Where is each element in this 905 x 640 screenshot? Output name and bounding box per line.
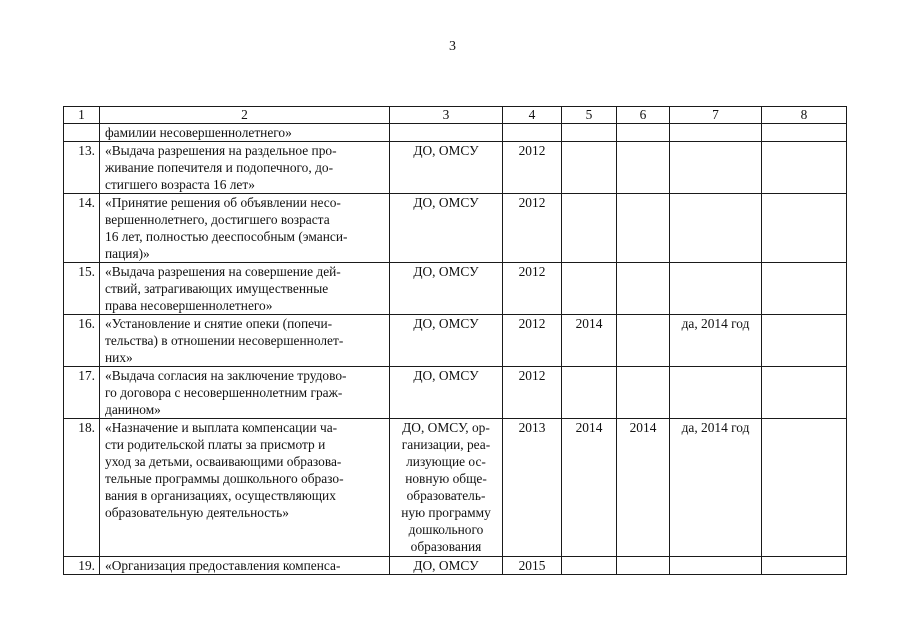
col5-cell bbox=[562, 263, 617, 315]
col6-cell bbox=[617, 367, 670, 419]
col4-cell bbox=[503, 124, 562, 142]
col4-cell: 2012 bbox=[503, 263, 562, 315]
executor-cell: ДО, ОМСУ bbox=[390, 367, 503, 419]
executor-cell: ДО, ОМСУ bbox=[390, 315, 503, 367]
col6-cell bbox=[617, 263, 670, 315]
col5-cell bbox=[562, 124, 617, 142]
col7-cell bbox=[670, 124, 762, 142]
row-number: 18. bbox=[64, 419, 100, 557]
col5-cell bbox=[562, 557, 617, 575]
table-row bbox=[64, 367, 847, 419]
table-row bbox=[64, 419, 847, 557]
table-row bbox=[64, 557, 847, 575]
services-table bbox=[63, 106, 847, 575]
col7-cell: да, 2014 год bbox=[670, 315, 762, 367]
executor-cell: ДО, ОМСУ bbox=[390, 194, 503, 263]
service-name: «Принятие решения об объявлении несо- вершеннолетнего, достигшего возраста 16 лет, полностью дееспособным (эманси- пация)» bbox=[100, 194, 390, 263]
col8-cell bbox=[762, 124, 847, 142]
table-row bbox=[64, 194, 847, 263]
service-name: «Организация предоставления компенса- bbox=[100, 557, 390, 575]
col6-cell bbox=[617, 315, 670, 367]
header-cell: 3 bbox=[390, 107, 503, 124]
col5-cell bbox=[562, 142, 617, 194]
service-name: «Выдача разрешения на раздельное про- живание попечителя и подопечного, до- стигшего возраста 16 лет» bbox=[100, 142, 390, 194]
page-number: 3 bbox=[449, 39, 456, 54]
table-row bbox=[64, 315, 847, 367]
col7-cell bbox=[670, 367, 762, 419]
service-name: «Назначение и выплата компенсации ча- сти родительской платы за присмотр и уход за детьми, осваивающими образова- тельные программы дошкольного образо- вания в организациях, осуществляющих образовательную деятельность» bbox=[100, 419, 390, 557]
header-cell: 6 bbox=[617, 107, 670, 124]
table-row bbox=[64, 263, 847, 315]
executor-cell: ДО, ОМСУ bbox=[390, 557, 503, 575]
service-name: «Установление и снятие опеки (попечи- тельства) в отношении несовершеннолет- них» bbox=[100, 315, 390, 367]
col7-cell bbox=[670, 142, 762, 194]
col8-cell bbox=[762, 419, 847, 557]
row-number: 15. bbox=[64, 263, 100, 315]
service-name: «Выдача согласия на заключение трудово- го договора с несовершеннолетним граж- данином» bbox=[100, 367, 390, 419]
col4-cell: 2012 bbox=[503, 367, 562, 419]
executor-cell: ДО, ОМСУ, ор- ганизации, реа- лизующие ос- новную обще- образователь- ную программу дошкольного образования bbox=[390, 419, 503, 557]
row-number: 17. bbox=[64, 367, 100, 419]
col4-cell: 2013 bbox=[503, 419, 562, 557]
col8-cell bbox=[762, 367, 847, 419]
col7-cell bbox=[670, 557, 762, 575]
service-name: «Выдача разрешения на совершение дей- ствий, затрагивающих имущественные права несовершеннолетнего» bbox=[100, 263, 390, 315]
col8-cell bbox=[762, 263, 847, 315]
col7-cell bbox=[670, 263, 762, 315]
header-cell: 1 bbox=[64, 107, 100, 124]
col4-cell: 2012 bbox=[503, 142, 562, 194]
col8-cell bbox=[762, 557, 847, 575]
col6-cell: 2014 bbox=[617, 419, 670, 557]
row-number: 19. bbox=[64, 557, 100, 575]
col6-cell bbox=[617, 124, 670, 142]
col4-cell: 2012 bbox=[503, 315, 562, 367]
executor-cell bbox=[390, 124, 503, 142]
col8-cell bbox=[762, 315, 847, 367]
row-number: 13. bbox=[64, 142, 100, 194]
col6-cell bbox=[617, 557, 670, 575]
header-cell: 5 bbox=[562, 107, 617, 124]
col7-cell bbox=[670, 194, 762, 263]
row-number: 14. bbox=[64, 194, 100, 263]
table-row bbox=[64, 142, 847, 194]
col4-cell: 2012 bbox=[503, 194, 562, 263]
executor-cell: ДО, ОМСУ bbox=[390, 263, 503, 315]
table-row bbox=[64, 124, 847, 142]
header-cell: 7 bbox=[670, 107, 762, 124]
header-cell: 8 bbox=[762, 107, 847, 124]
service-name: фамилии несовершеннолетнего» bbox=[100, 124, 390, 142]
header-cell: 2 bbox=[100, 107, 390, 124]
col5-cell bbox=[562, 194, 617, 263]
row-number: 16. bbox=[64, 315, 100, 367]
col8-cell bbox=[762, 142, 847, 194]
col4-cell: 2015 bbox=[503, 557, 562, 575]
col6-cell bbox=[617, 142, 670, 194]
header-cell: 4 bbox=[503, 107, 562, 124]
col8-cell bbox=[762, 194, 847, 263]
table-header-row bbox=[64, 107, 847, 124]
col5-cell: 2014 bbox=[562, 419, 617, 557]
col7-cell: да, 2014 год bbox=[670, 419, 762, 557]
row-number bbox=[64, 124, 100, 142]
col5-cell bbox=[562, 367, 617, 419]
col5-cell: 2014 bbox=[562, 315, 617, 367]
executor-cell: ДО, ОМСУ bbox=[390, 142, 503, 194]
col6-cell bbox=[617, 194, 670, 263]
